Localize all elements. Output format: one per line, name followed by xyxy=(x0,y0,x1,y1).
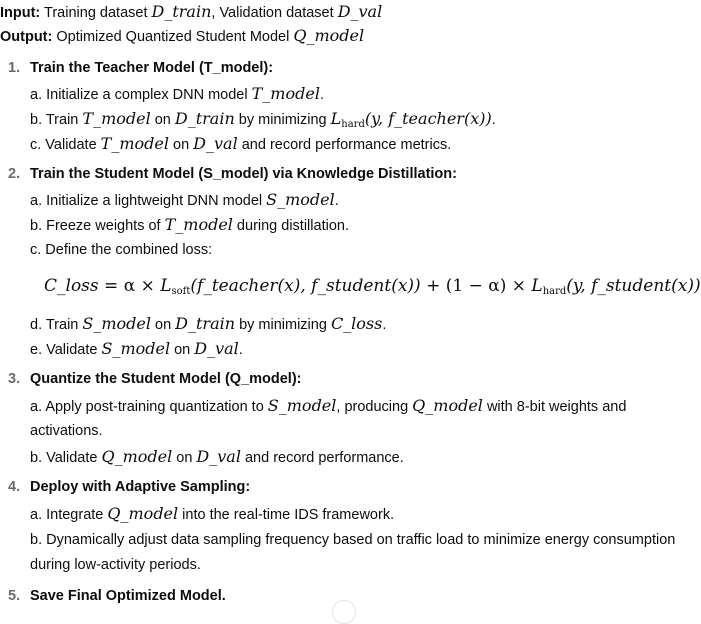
text-span: d. Train xyxy=(30,317,83,333)
math-text: hard xyxy=(542,286,567,297)
step-2-item-c xyxy=(30,240,212,260)
text-span: , producing xyxy=(336,399,413,415)
math-text: C_loss xyxy=(330,314,383,333)
math-text: D_train xyxy=(174,109,235,128)
text-span: b. Train xyxy=(30,112,83,128)
output-text: Optimized Quantized Student Model xyxy=(52,29,294,45)
text-span: . xyxy=(491,112,496,128)
math-text: T_model xyxy=(100,134,169,153)
step-1-item-a xyxy=(30,84,324,105)
math-text: (f_teacher(x), f_student(x)) xyxy=(190,276,421,296)
text-span: c. Define the combined loss: xyxy=(30,242,213,258)
math-text: S_model xyxy=(101,339,171,358)
text-span: activations. xyxy=(30,423,103,439)
step-3-item-a-cont xyxy=(30,421,103,441)
step-4-item-a xyxy=(30,504,394,525)
math-text: L xyxy=(531,276,543,296)
text-span: by minimizing xyxy=(235,317,331,333)
combined-loss-equation xyxy=(44,276,701,302)
math-text: T_model xyxy=(251,84,320,103)
math-text: S_model xyxy=(82,314,151,333)
step-number: 4. xyxy=(8,479,21,495)
text-span: a. Initialize a lightweight DNN model xyxy=(30,193,267,209)
input-text: , Validation dataset xyxy=(211,5,338,21)
math-text: T_model xyxy=(164,215,233,234)
output-line xyxy=(0,26,364,47)
step-title: Quantize the Student Model (Q_model): xyxy=(30,371,302,387)
math-text: + (1 − α) × xyxy=(420,276,532,296)
math-text: Q_model xyxy=(412,396,483,415)
text-span: . xyxy=(382,317,387,333)
math-text: Q_model xyxy=(107,504,179,523)
step-2-item-a xyxy=(30,190,339,211)
text-span: . xyxy=(238,342,243,358)
math-text: S_model xyxy=(266,190,335,209)
math-text: L xyxy=(160,276,172,296)
step-number: 2. xyxy=(8,166,21,182)
text-span: and record performance metrics. xyxy=(237,137,452,153)
text-span: during distillation. xyxy=(232,218,349,234)
math-text: D_val xyxy=(196,447,241,466)
step-number: 1. xyxy=(8,60,21,76)
text-span: e. Validate xyxy=(30,342,102,358)
text-span: during low-activity periods. xyxy=(30,557,201,573)
step-number: 3. xyxy=(8,371,21,387)
math-text: (y, f_teacher(x)) xyxy=(364,109,492,128)
text-span: b. Validate xyxy=(30,450,102,466)
text-span: on xyxy=(150,317,176,333)
output-label: Output: xyxy=(0,29,53,45)
math-text: C_loss xyxy=(44,276,99,296)
math-text: L xyxy=(330,109,342,128)
text-span: by minimizing xyxy=(234,112,331,128)
math-text: D_val xyxy=(193,134,238,153)
text-span: . xyxy=(319,87,324,103)
math-text: Q_model xyxy=(101,447,173,466)
text-span: b. Dynamically adjust data sampling frequency based on traffic load to minimize energy consumption xyxy=(30,532,676,548)
step-2-item-b xyxy=(30,215,349,236)
math-var: Q_model xyxy=(293,26,365,45)
input-text: Training dataset xyxy=(40,5,152,21)
text-span: on xyxy=(172,450,197,466)
step-number: 5. xyxy=(8,588,21,604)
text-span: a. Initialize a complex DNN model xyxy=(30,87,252,103)
step-title: Save Final Optimized Model. xyxy=(30,588,226,604)
step-3-item-a xyxy=(30,396,626,417)
text-span: a. Integrate xyxy=(30,507,108,523)
text-span: on xyxy=(168,137,194,153)
step-4-item-b-cont xyxy=(30,555,201,575)
step-4-item-b xyxy=(30,530,675,550)
step-2-item-d xyxy=(30,314,386,335)
text-span: b. Freeze weights of xyxy=(30,218,165,234)
math-text: D_train xyxy=(175,314,236,333)
math-text: S_model xyxy=(267,396,337,415)
step-2-item-e xyxy=(30,339,243,360)
input-line xyxy=(0,2,382,23)
math-text: (y, f_student(x)) xyxy=(566,276,701,296)
input-label: Input: xyxy=(0,5,41,21)
math-text: T_model xyxy=(82,109,151,128)
math-var: D_train xyxy=(151,2,212,21)
math-text: soft xyxy=(171,286,191,297)
math-text: hard xyxy=(341,119,365,130)
text-span: and record performance. xyxy=(240,450,404,466)
math-text: = α × xyxy=(98,276,161,296)
text-span: with 8-bit weights and xyxy=(482,399,627,415)
text-span: on xyxy=(150,112,175,128)
step-3-item-b xyxy=(30,447,404,468)
text-span: into the real-time IDS framework. xyxy=(178,507,395,523)
step-title: Train the Teacher Model (T_model): xyxy=(30,60,274,76)
step-title: Deploy with Adaptive Sampling: xyxy=(30,479,251,495)
scroll-indicator-icon xyxy=(332,600,356,624)
math-text: D_val xyxy=(194,339,239,358)
text-span: a. Apply post-training quantization to xyxy=(30,399,268,415)
text-span: . xyxy=(334,193,339,209)
step-1-item-b xyxy=(30,109,496,135)
math-var: D_val xyxy=(337,2,383,21)
step-1-item-c xyxy=(30,134,451,155)
text-span: on xyxy=(170,342,195,358)
step-title: Train the Student Model (S_model) via Knowledge Distillation: xyxy=(30,166,457,182)
text-span: c. Validate xyxy=(30,137,101,153)
